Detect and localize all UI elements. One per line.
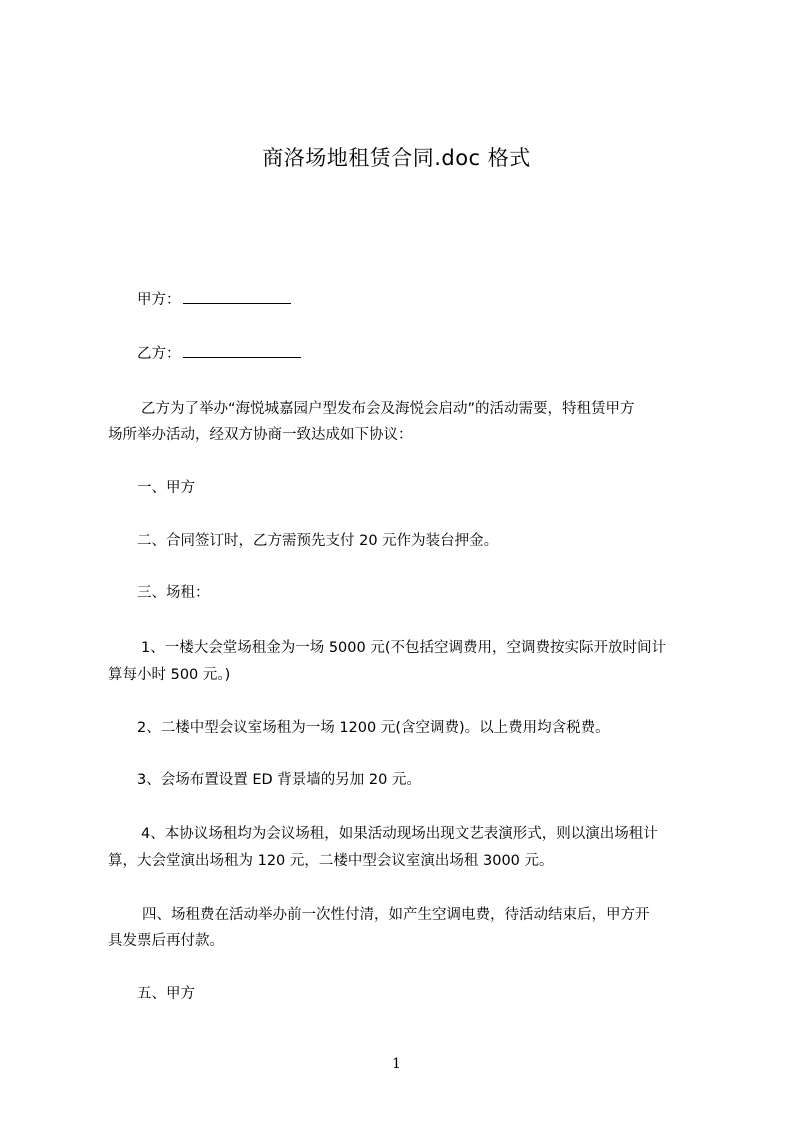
section-2: 二、合同签订时，乙方需预先支付 20 元作为装台押金。 [137,533,499,549]
party-a-blank [183,289,291,304]
page-number: 1 [392,1056,401,1072]
party-b-label: 乙方： [137,346,181,362]
item-1-line-2: 算每小时 500 元。) [108,667,231,683]
section-5: 五、甲方 [137,986,195,1002]
document-title: 商洛场地租赁合同.doc 格式 [262,146,531,170]
intro-line-2: 场所举办活动，经双方协商一致达成如下协议： [108,427,413,443]
item-1-line-1: 1、一楼大会堂场租金为一场 5000 元(不包括空调费用，空调费按实际开放时间计 [141,640,666,656]
item-2: 2、二楼中型会议室场租为一场 1200 元(含空调费)。以上费用均含税费。 [137,720,610,736]
intro-line-1: 乙方为了举办“海悦城嘉园户型发布会及海悦会启动”的活动需要，特租赁甲方 [141,401,635,417]
section-4-line-1: 四、场租费在活动举办前一次性付清，如产生空调电费，待活动结束后，甲方开 [142,907,650,923]
item-3: 3、会场布置设置 ED 背景墙的另加 20 元。 [137,772,421,788]
section-1: 一、甲方 [137,480,195,496]
party-b-line [137,339,742,370]
party-b-blank [183,343,301,358]
party-a-label: 甲方： [137,292,181,308]
item-4-line-2: 算，大会堂演出场租为 120 元，二楼中型会议室演出场租 3000 元。 [108,853,554,869]
section-4-line-2: 具发票后再付款。 [108,933,224,949]
party-a-line [137,285,742,316]
item-4-line-1: 4、本协议场租均为会议场租，如果活动现场出现文艺表演形式，则以演出场租计 [141,826,658,842]
section-3: 三、场租： [137,585,210,601]
